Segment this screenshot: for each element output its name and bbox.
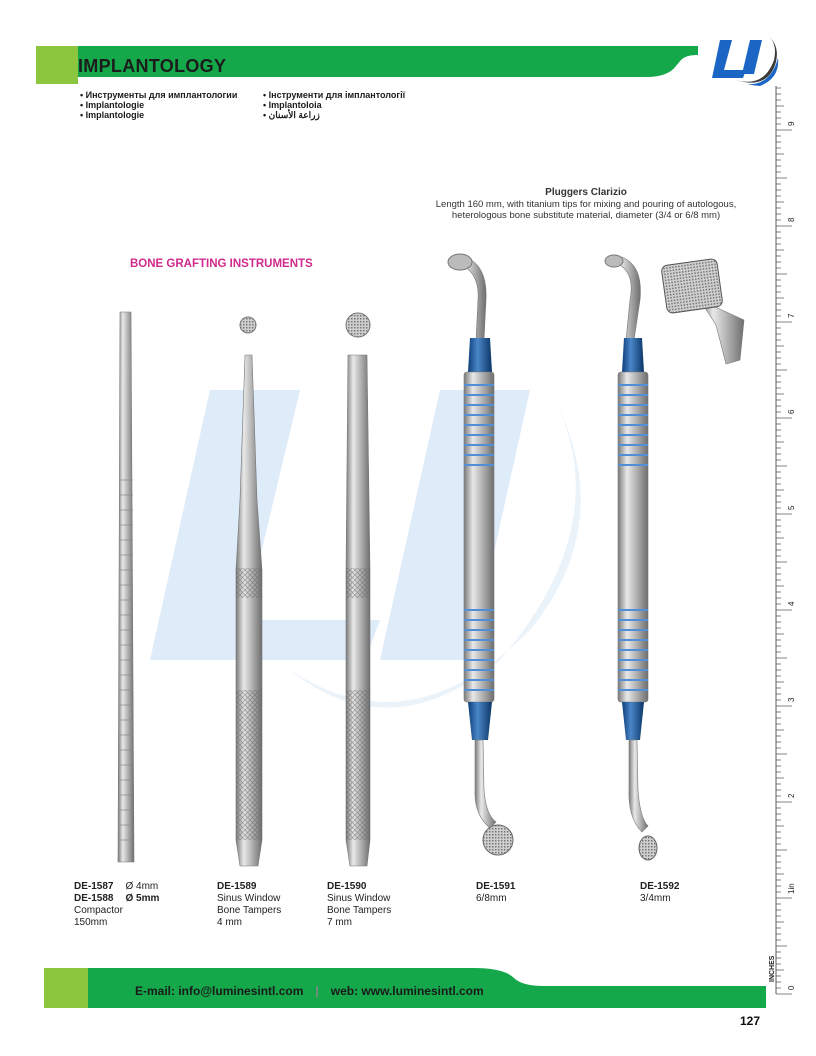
language-item: • Implantologie xyxy=(80,110,237,120)
tamper-4mm-instrument xyxy=(236,317,262,866)
ruler-label: 1in xyxy=(787,883,796,894)
description-line: Length 160 mm, with titanium tips for mixing and pouring of autologous, xyxy=(435,199,737,210)
product-name: Compactor xyxy=(74,905,123,916)
caption-de-1590 xyxy=(327,881,391,929)
ruler-label: 3 xyxy=(787,697,796,702)
plugger-6-8mm-instrument xyxy=(448,254,513,855)
product-code: DE-1589 xyxy=(217,881,257,892)
ruler-label: 8 xyxy=(787,217,796,222)
product-line: Sinus Window xyxy=(327,893,391,904)
caption-de-1592 xyxy=(640,881,679,905)
product-length: 150mm xyxy=(74,917,108,928)
language-item: • Инструменты для имплантологии xyxy=(80,90,237,100)
caption-de-1591 xyxy=(476,881,515,905)
page-title: IMPLANTOLOGY xyxy=(78,56,227,76)
language-item: • Інструменти для імплантології xyxy=(263,90,405,100)
section-title: BONE GRAFTING INSTRUMENTS xyxy=(130,258,313,270)
tamper-7mm-instrument xyxy=(346,313,370,866)
product-line: Bone Tampers xyxy=(327,905,392,916)
product-line: 7 mm xyxy=(327,917,352,928)
plugger-3-4mm-instrument xyxy=(605,255,657,860)
product-code: DE-1591 xyxy=(476,881,516,892)
description-line: heterologous bone substitute material, diameter (3/4 or 6/8 mm) xyxy=(451,210,721,221)
product-line: 6/8mm xyxy=(476,893,507,904)
product-line: Bone Tampers xyxy=(217,905,282,916)
caption-de-1587 xyxy=(74,881,159,929)
page-number: 127 xyxy=(740,1014,761,1028)
ruler-label: 2 xyxy=(787,793,796,798)
product-code: DE-1592 xyxy=(640,881,680,892)
language-item: • Implantoloia xyxy=(263,100,405,110)
inch-ruler xyxy=(769,86,802,998)
product-line: 3/4mm xyxy=(640,893,671,904)
product-line: 4 mm xyxy=(217,917,242,928)
ruler-label: 7 xyxy=(787,313,796,318)
language-item: زراعة الأسنان • xyxy=(263,110,405,121)
plugger-tip-detail xyxy=(661,258,744,364)
compactor-instrument xyxy=(118,312,134,862)
footer-website[interactable]: web: www.luminesintl.com xyxy=(330,984,484,998)
footer-email[interactable]: E-mail: info@luminesintl.com xyxy=(135,984,304,998)
ruler-label: 6 xyxy=(787,409,796,414)
footer-contact: E-mail: info@luminesintl.com | web: www.luminesintl.com xyxy=(135,984,484,998)
product-size: Ø 4mm xyxy=(125,881,159,892)
ruler-label: 4 xyxy=(787,601,796,606)
caption-de-1589 xyxy=(217,881,281,929)
product-line: Sinus Window xyxy=(217,893,281,904)
pluggers-title: Pluggers Clarizio xyxy=(545,187,627,198)
product-code: DE-1588 xyxy=(74,893,114,904)
ruler-label: 5 xyxy=(787,505,796,510)
ruler-label: 0 xyxy=(787,985,796,990)
product-code: DE-1590 xyxy=(327,881,367,892)
ruler-label: 9 xyxy=(787,121,796,126)
product-code: DE-1587 xyxy=(74,881,114,892)
product-size: Ø 5mm xyxy=(125,893,160,904)
ruler-unit-label: INCHES xyxy=(769,955,776,982)
language-item: • Implantologie xyxy=(80,100,237,110)
